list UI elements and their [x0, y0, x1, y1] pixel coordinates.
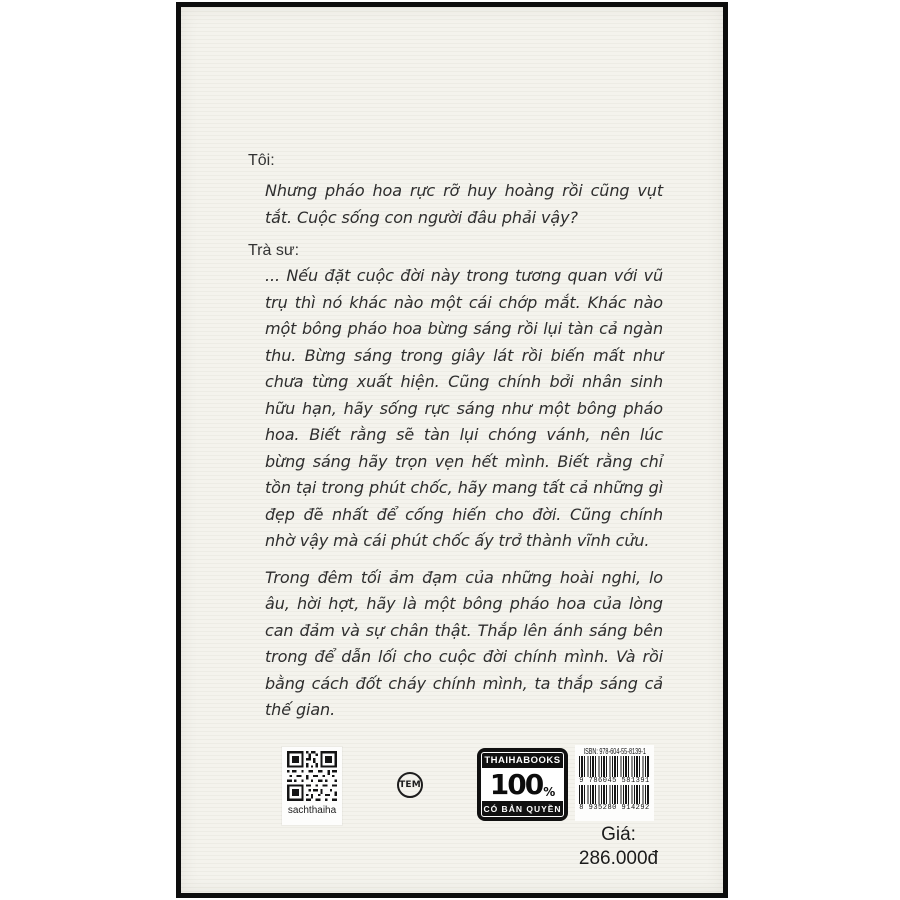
- reply-paragraph-2: Trong đêm tối ảm đạm của những hoài nghi, lo âu, hời hợt, hãy là một bông pháo hoa của lòng can đảm và sự chân thật. Thắp lên ánh sáng bên trong để dẫn lối cho cuộc đời chính mình. Và rồi bằng cách đốt cháy chính mình, ta thắp sáng cả thế gian.: [265, 567, 663, 719]
- tem-label: TEM: [399, 780, 421, 790]
- qr-code-icon: [287, 751, 337, 801]
- barcode-block: [575, 745, 654, 821]
- barcode-digits-isbn: 9 786045 581391: [579, 777, 650, 785]
- book-back-cover: [176, 2, 728, 898]
- isbn-text: ISBN: 978-604-55-8139-1: [583, 747, 646, 756]
- stamp-percent: [482, 769, 563, 800]
- copyright-stamp-frame: [481, 752, 564, 817]
- stamp-percent-sign: %: [543, 785, 556, 799]
- speaker-label-toi: Tôi:: [248, 152, 275, 169]
- barcode-digits-product: 8 935280 914292: [579, 804, 650, 812]
- stamp-tagline: CÓ BẢN QUYỀN: [482, 800, 563, 816]
- tem-stamp: [397, 772, 423, 798]
- barcode-bars-isbn: [579, 756, 650, 777]
- stamp-percent-number: 100: [489, 768, 543, 801]
- dialogue-text-block: [248, 151, 664, 724]
- speaker-label-tra-su: Trà sư:: [248, 242, 300, 259]
- reply-paragraph-1: ... Nếu đặt cuộc đời này trong tương quan với vũ trụ thì nó khác nào một cái chớp mắt. Khác nào một bông pháo hoa bừng sáng rồi lụi tàn cả ngàn thu. Bừng sáng trong giây lát rồi biến mất như chưa từng xuất hiện. Cũng chính bởi nhân sinh hữu hạn, hãy sống rực sáng như một bông pháo hoa. Biết rằng sẽ tàn lụi chóng vánh, nên lúc bừng sáng hãy trọn vẹn hết mình. Biết rằng chỉ tồn tại trong phút chốc, hãy mang tất cả những gì đẹp đẽ nhất để cống hiến cho đời. Cũng chính nhờ vậy mà cái phút chốc ấy trở thành vĩnh cửu.: [265, 266, 663, 550]
- qr-caption: sachthaiha: [287, 805, 337, 816]
- quote-paragraph: Nhưng pháo hoa rực rỡ huy hoàng rồi cũng vụt tắt. Cuộc sống con người đâu phải vậy?: [265, 181, 663, 227]
- qr-code-block: [282, 747, 342, 825]
- copyright-stamp: [477, 748, 568, 821]
- price-label: Giá: 286.000đ: [578, 824, 659, 869]
- stamp-brand: THAIHABOOKS: [482, 753, 563, 769]
- barcode-bars-product: [579, 785, 650, 804]
